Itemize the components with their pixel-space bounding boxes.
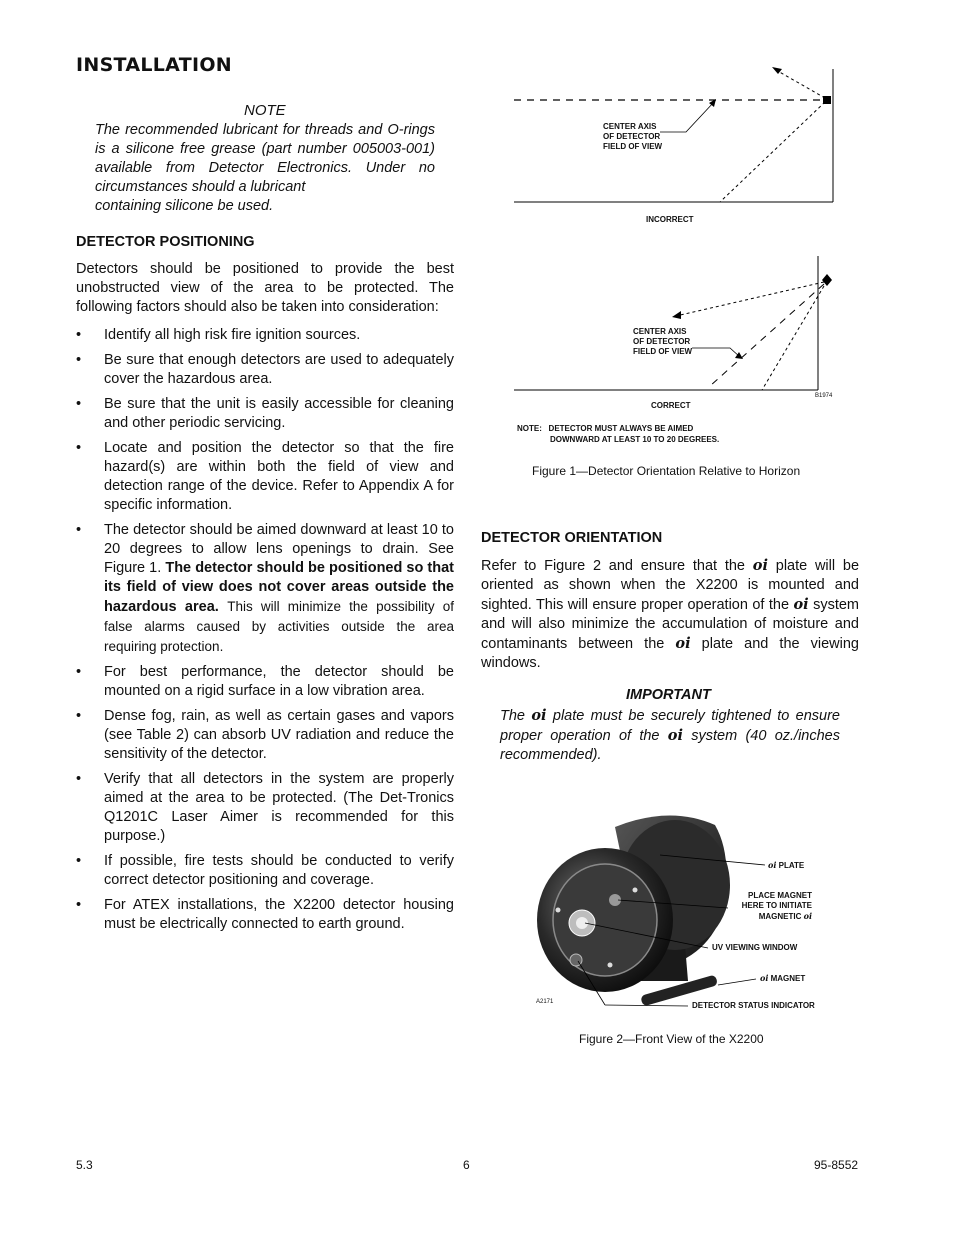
bullet-bold-text: The detector should be positioned so that its field of view does not cover areas outside the hazardous area.: [104, 560, 454, 615]
orientation-heading: DETECTOR ORIENTATION: [481, 530, 663, 546]
bullet-dot: •: [76, 853, 82, 869]
label-text: MAGNET: [770, 974, 806, 983]
footer-revision: 5.3: [76, 1158, 93, 1172]
positioning-intro: Detectors should be positioned to provide the best unobstructed view of the area to be protected. The following factors should also be taken into consideration:: [76, 261, 454, 315]
label-oi-magnet: [760, 973, 805, 984]
label-line: FIELD OF VIEW: [603, 142, 663, 151]
label-line: FIELD OF VIEW: [633, 347, 693, 356]
positioning-heading: DETECTOR POSITIONING: [76, 234, 255, 250]
bullet-text: Dense fog, rain, as well as certain gases and vapors (see Table 2) can absorb UV radiation and reduce the sensitivity of the detector.: [104, 708, 454, 762]
incorrect-caption: INCORRECT: [646, 215, 694, 224]
oi-logo: oi: [793, 596, 809, 613]
incorrect-leader-line: [660, 102, 714, 132]
text: The: [500, 708, 525, 724]
label-line: OF DETECTOR: [603, 132, 661, 141]
figure2-code: A2171: [536, 999, 554, 1005]
bullet-dot: •: [76, 897, 82, 913]
bullet-text: Be sure that the unit is easily accessible for cleaning and other periodic servicing.: [104, 396, 454, 431]
correct-fov-lower: [762, 286, 824, 390]
list-item: [76, 439, 454, 515]
oi-logo: oi: [752, 557, 768, 574]
label-line: CENTER AXIS: [603, 122, 657, 131]
oi-logo: oi: [531, 707, 547, 724]
oi-logo: oi: [768, 860, 777, 870]
note-text-last: containing silicone be used.: [95, 198, 274, 214]
correct-caption: CORRECT: [651, 401, 691, 410]
list-item: [76, 852, 454, 890]
bullet-dot: •: [76, 522, 82, 538]
important-title: IMPORTANT: [626, 687, 711, 703]
figure1-note-line1: NOTE: DETECTOR MUST ALWAYS BE AIMED: [517, 424, 694, 433]
list-item: [76, 896, 454, 934]
list-item: [76, 707, 454, 764]
list-item: [76, 663, 454, 701]
label-line: HERE TO INITIATE: [741, 901, 812, 910]
incorrect-fov-upper: [776, 70, 825, 98]
figure1-caption: Figure 1—Detector Orientation Relative to Horizon: [532, 464, 801, 478]
footer-doc-number: 95-8552: [814, 1158, 859, 1172]
bullet-text: For ATEX installations, the X2200 detector housing must be electrically connected to earth ground.: [104, 897, 454, 932]
label-text: PLATE: [778, 861, 805, 870]
bullet-text: Be sure that enough detectors are used to adequately cover the hazardous area.: [104, 352, 454, 387]
incorrect-label: [603, 122, 662, 152]
figure2-caption: Figure 2—Front View of the X2200: [579, 1032, 764, 1046]
correct-fov-upper: [676, 282, 824, 316]
page-title: INSTALLATION: [76, 54, 232, 76]
list-item: [76, 326, 454, 345]
oi-logo: oi: [803, 911, 812, 921]
bullet-dot: •: [76, 352, 82, 368]
figure1-diagram: [500, 60, 860, 410]
bullet-text: This will minimize the possibility of false alarms caused by activities outside the area requiring protection.: [104, 599, 454, 654]
bullet-dot: •: [76, 327, 82, 343]
bullet-dot: •: [76, 664, 82, 680]
label-place-magnet: [731, 891, 812, 922]
correct-axis-line: [710, 284, 824, 386]
arrow-head-icon: [772, 67, 782, 74]
screw-icon: [608, 963, 613, 968]
text: system and will also minimize the accumulation of moisture and contaminants between the: [481, 597, 860, 652]
label-uv-window: UV VIEWING WINDOW: [712, 943, 798, 952]
incorrect-fov-lower: [720, 102, 825, 202]
positioning-bullet-list: [76, 326, 454, 940]
oi-logo: oi: [675, 635, 691, 652]
bullet-text: Identify all high risk fire ignition sources.: [104, 327, 361, 343]
list-item: [76, 770, 454, 846]
bullet-text: If possible, fire tests should be conducted to verify correct detector positioning and coverage.: [104, 853, 454, 888]
figure1-note-line2: DOWNWARD AT LEAST 10 TO 20 DEGREES.: [550, 435, 720, 444]
label-line: OF DETECTOR: [633, 337, 691, 346]
text: plate will be oriented as shown when the X2200 is mounted and sighted. This will ensure proper operation of the: [481, 558, 860, 613]
text: Refer to Figure 2 and ensure that the: [481, 558, 745, 574]
list-item: [76, 521, 454, 657]
bullet-text: Locate and position the detector so that the fire hazard(s) are within both the field of view and detection range of the device. Refer to Appendix A for specific information.: [104, 440, 454, 513]
oi-logo: oi: [760, 973, 769, 983]
bullet-text: Verify that all detectors in the system are properly aimed at the area to be protected. (The Det-Tronics Q1201C Laser Aimer is recommended for this purpose.): [104, 771, 454, 844]
note-body: [95, 121, 435, 216]
arrow-head-icon: [672, 311, 681, 319]
label-text: MAGNETIC: [758, 912, 802, 921]
text: plate and the viewing windows.: [481, 636, 859, 671]
screw-icon: [556, 908, 561, 913]
important-body: [500, 706, 840, 765]
correct-label: [633, 327, 692, 357]
list-item: [76, 395, 454, 433]
note-text: The recommended lubricant for threads and O-rings is a silicone free grease (part number 005003-001) available from Detector Electronics. Under no circumstances should a lubricant: [95, 122, 435, 195]
label-line: [731, 911, 812, 922]
text: system (40 oz./inches recommended).: [500, 728, 841, 763]
list-item: [76, 351, 454, 389]
label-line: PLACE MAGNET: [748, 891, 812, 900]
label-status-indicator: DETECTOR STATUS INDICATOR: [692, 1001, 815, 1010]
oi-plate: [553, 864, 657, 976]
bullet-text: For best performance, the detector should be mounted on a rigid surface in a low vibration area.: [104, 664, 454, 699]
leader-line: [718, 979, 756, 985]
label-line: CENTER AXIS: [633, 327, 687, 336]
bullet-text: The detector should be aimed downward at least 10 to 20 degrees to allow lens openings to drain. See Figure 1.: [104, 522, 454, 576]
bullet-dot: •: [76, 396, 82, 412]
oi-logo: oi: [667, 727, 683, 744]
screw-icon: [633, 888, 638, 893]
figure1-code: B1974: [815, 393, 833, 399]
orientation-paragraph: [481, 556, 859, 673]
bullet-dot: •: [76, 771, 82, 787]
bullet-dot: •: [76, 708, 82, 724]
footer-page-number: 6: [463, 1158, 470, 1172]
bullet-dot: •: [76, 440, 82, 456]
text: plate must be securely tightened to ensure proper operation of the: [500, 708, 840, 744]
label-oi-plate: [768, 860, 804, 871]
correct-leader-line: [692, 348, 740, 357]
leader-line: [605, 1005, 688, 1006]
note-title: NOTE: [244, 102, 286, 119]
